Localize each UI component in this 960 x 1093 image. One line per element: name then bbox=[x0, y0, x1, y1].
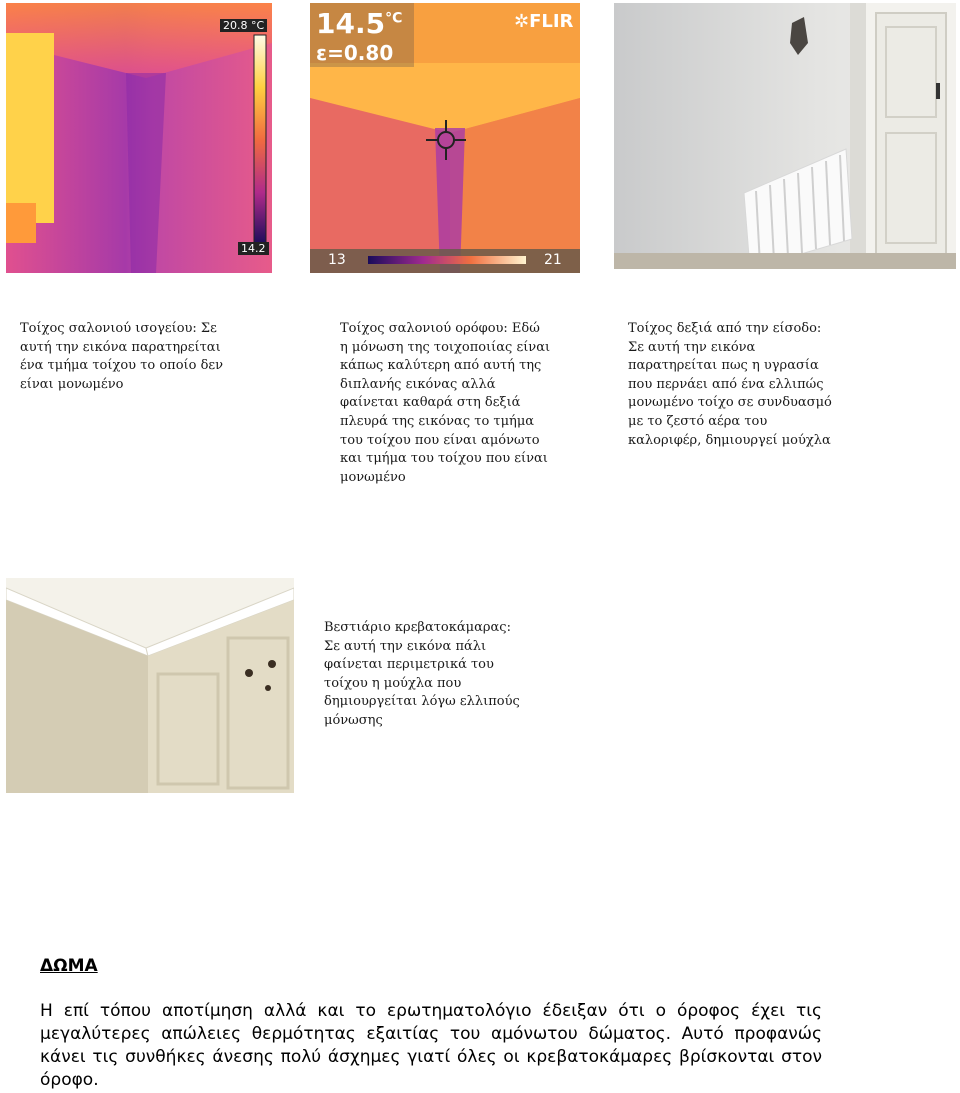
min-temp-label: 14.2 bbox=[238, 242, 269, 255]
spot-temp-number: 14.5 bbox=[316, 7, 386, 40]
caption-wardrobe: Βεστιάριο κρεβατοκάμαρας: Σε αυτή την εικόνα πάλι φαίνεται περιμετρικά του τοίχου η μούχλα που δημιουργείται λόγω ελλιπούς μόνωσης bbox=[324, 620, 520, 728]
brand-logo bbox=[514, 11, 573, 32]
thermal-image-ground-floor bbox=[6, 3, 272, 273]
caption-first-floor: Τοίχος σαλονιού ορόφου: Εδώ η μόνωση της τοιχοποιίας είναι κάπως καλύτερη από αυτή της διπλανής εικόνας αλλά φαίνεται καθαρά στη δεξιά πλευρά της εικόνας το τμήμα του τοίχου που είναι αμόνωτο και τμήμα του τοίχου που είναι μονωμένο bbox=[340, 321, 551, 485]
scale-min-label: 13 bbox=[328, 252, 346, 268]
caption-entrance-wall: Τοίχος δεξιά από την είσοδο: Σε αυτή την εικόνα παρατηρείται πως η υγρασία που περνάει από ένα ελλιπώς μονωμένο τοίχο σε συνδυασμό με το ζεστό αέρα του καλοριφέρ, δημιουργεί μούχλα bbox=[628, 321, 832, 448]
emissivity-label: ε=0.80 bbox=[316, 41, 394, 65]
spot-temp-value bbox=[316, 7, 402, 40]
caption-ground-floor: Τοίχος σαλονιού ισογείου: Σε αυτή την εικόνα παρατηρείται ένα τμήμα τοίχου το οποίο δεν είναι μονωμένο bbox=[20, 321, 224, 392]
scale-max-label: 21 bbox=[544, 252, 562, 268]
photo-bedroom-wardrobe bbox=[6, 578, 294, 793]
photo-radiator-entrance bbox=[614, 3, 956, 269]
brand-logo-text: FLIR bbox=[529, 11, 574, 32]
flir-icon: ✲ bbox=[514, 11, 530, 32]
spot-temp-unit: °C bbox=[385, 10, 403, 27]
section-body: Η επί τόπου αποτίμηση αλλά και το ερωτηματολόγιο έδειξαν ότι ο όροφος έχει τις μεγαλύτερες απώλειες θερμότητας εξαιτίας του αμόνωτου δώματος. Αυτό προφανώς κάνει τις συνθήκες άνεσης πολύ άσχημες γιατί όλες οι κρεβατοκάμαρες βρίσκονται στον όροφο. bbox=[40, 1001, 822, 1090]
section-title: ΔΩΜΑ bbox=[40, 956, 98, 976]
thermal-image-first-floor bbox=[310, 3, 580, 273]
max-temp-label: 20.8 °C bbox=[220, 19, 267, 32]
